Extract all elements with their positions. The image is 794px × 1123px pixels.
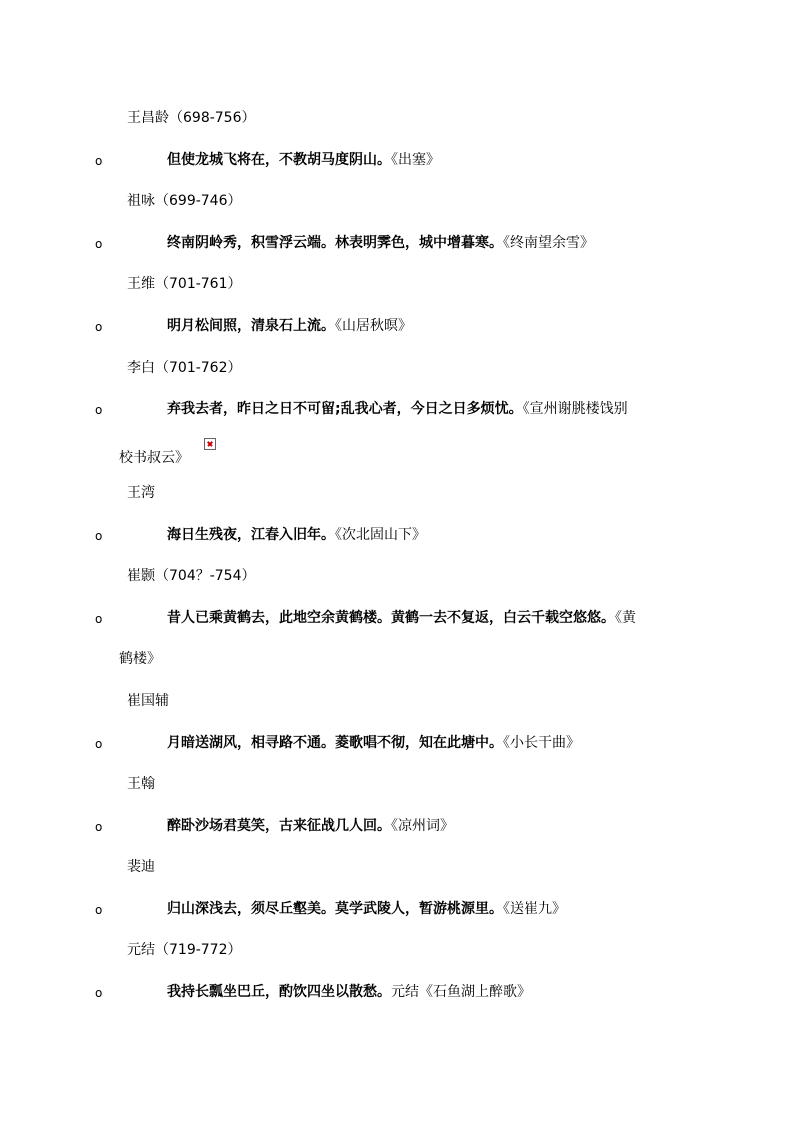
- poem-quote: [167, 317, 412, 335]
- poem-source: 元结《石鱼湖上醉歌》: [391, 984, 531, 1000]
- poem-quote: [167, 734, 580, 752]
- poem-verse: 弃我去者，昨日之日不可留;乱我心者，今日之日多烦忧。: [167, 401, 523, 417]
- poem-quote: [167, 526, 426, 544]
- poem-source: 《山居秋暝》: [335, 318, 412, 334]
- poem-verse: 昔人已乘黄鹤去，此地空余黄鹤楼。黄鹤一去不复返，白云千载空悠悠。: [167, 610, 615, 626]
- poem-source: 《出塞》: [391, 152, 440, 168]
- poem-verse: 我持长瓢坐巴丘，酌饮四坐以散愁。: [167, 984, 391, 1000]
- list-bullet: o: [95, 154, 103, 168]
- author-name: 王翰: [127, 776, 155, 792]
- author-name: 王湾: [127, 485, 155, 501]
- author-name: 王昌龄（698-756）: [127, 110, 256, 126]
- poem-source: 《凉州词》: [391, 818, 454, 834]
- poem-quote: [167, 151, 440, 169]
- list-bullet: o: [95, 737, 103, 751]
- list-bullet: o: [95, 820, 103, 834]
- poem-quote: [167, 983, 531, 1001]
- poem-source: 《黄: [615, 610, 636, 626]
- author-name: 元结（719-772）: [127, 942, 242, 958]
- poem-quote: [167, 817, 454, 835]
- list-bullet: o: [95, 320, 103, 334]
- author-name: 王维（701-761）: [127, 276, 242, 292]
- poem-source: 《终南望余雪》: [503, 235, 594, 251]
- author-name: 崔国辅: [127, 693, 169, 709]
- list-bullet: o: [95, 986, 103, 1000]
- poem-source: 《小长干曲》: [503, 735, 580, 751]
- list-bullet: o: [95, 529, 103, 543]
- poem-quote: [167, 234, 594, 252]
- poem-verse: 海日生残夜，江春入旧年。: [167, 527, 335, 543]
- poem-quote: [167, 400, 628, 418]
- author-name: 裴迪: [127, 859, 155, 875]
- poem-source: 《宣州谢朓楼饯别: [522, 401, 628, 417]
- poem-verse: 月暗送湖风，相寻路不通。菱歌唱不彻，知在此塘中。: [167, 735, 503, 751]
- list-bullet: o: [95, 237, 103, 251]
- poem-verse: 明月松间照，清泉石上流。: [167, 318, 335, 334]
- poem-verse: 终南阴岭秀，积雪浮云端。林表明霁色，城中增暮寒。: [167, 235, 503, 251]
- poem-quote: [167, 609, 636, 627]
- author-name: 祖咏（699-746）: [127, 193, 242, 209]
- poem-source: 《送崔九》: [503, 901, 566, 917]
- author-name: 崔颢（704？-754）: [127, 568, 256, 584]
- broken-image-icon: [204, 438, 216, 450]
- author-name: 李白（701-762）: [127, 360, 242, 376]
- poem-verse: 醉卧沙场君莫笑，古来征战几人回。: [167, 818, 391, 834]
- list-bullet: o: [95, 903, 103, 917]
- poem-quote: [167, 900, 566, 918]
- list-bullet: o: [95, 403, 103, 417]
- poem-source: 《次北固山下》: [335, 527, 426, 543]
- poem-source-continuation: 鹤楼》: [119, 651, 161, 667]
- poem-verse: 归山深浅去，须尽丘壑美。莫学武陵人，暂游桃源里。: [167, 901, 503, 917]
- poem-source-continuation: 校书叔云》: [119, 450, 189, 466]
- list-bullet: o: [95, 612, 103, 626]
- poem-verse: 但使龙城飞将在，不教胡马度阴山。: [167, 152, 391, 168]
